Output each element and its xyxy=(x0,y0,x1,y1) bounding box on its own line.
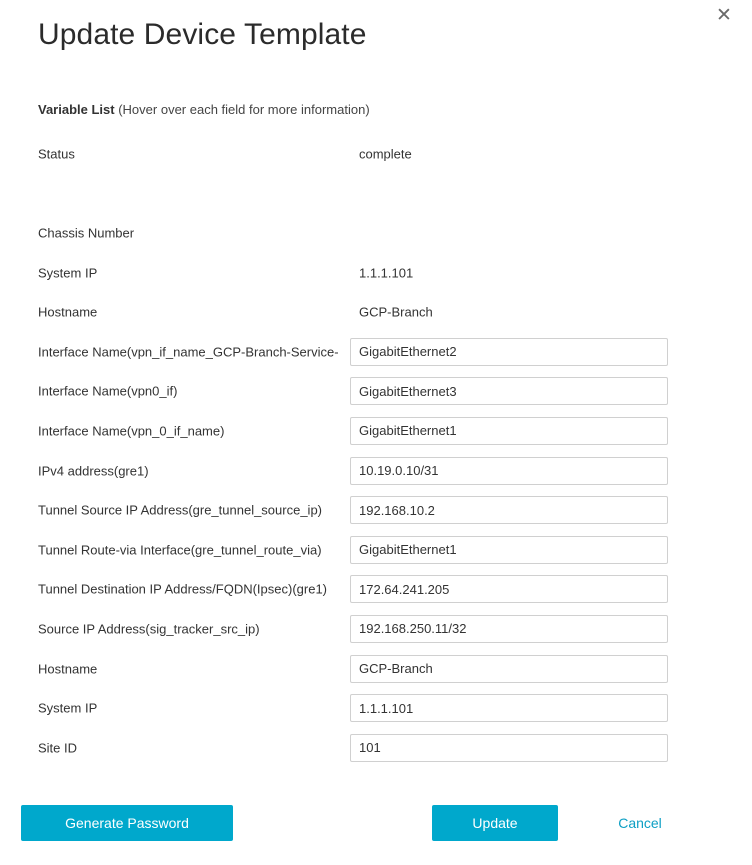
variable-list-heading xyxy=(38,102,370,117)
variable-row xyxy=(0,253,752,293)
variable-list-label: Variable List xyxy=(38,102,115,117)
variable-label: IPv4 address(gre1) xyxy=(38,463,149,479)
variable-input[interactable] xyxy=(350,417,668,445)
variable-label: Hostname xyxy=(38,304,98,320)
variable-row xyxy=(0,134,752,174)
variable-input[interactable] xyxy=(350,496,668,524)
variable-row xyxy=(0,530,752,570)
variable-input[interactable] xyxy=(350,694,668,722)
variable-label: Tunnel Destination IP Address/FQDN(Ipsec)(gre1) xyxy=(38,581,328,597)
variable-label: Chassis Number xyxy=(38,225,135,241)
variable-label: Hostname xyxy=(38,661,98,677)
variable-label: Site ID xyxy=(38,740,78,756)
variable-label: Interface Name(vpn_if_name_GCP-Branch-Service- xyxy=(38,344,339,360)
dialog-footer xyxy=(0,805,752,841)
variable-row xyxy=(0,292,752,332)
variable-row xyxy=(0,332,752,372)
variable-input[interactable] xyxy=(350,575,668,603)
variable-list-hint: (Hover over each field for more information) xyxy=(118,102,370,117)
variable-row xyxy=(0,451,752,491)
variable-row xyxy=(0,372,752,412)
variable-input[interactable] xyxy=(350,377,668,405)
variable-row xyxy=(0,649,752,689)
variable-row xyxy=(0,411,752,451)
variable-label: System IP xyxy=(38,265,98,281)
cancel-button[interactable]: Cancel xyxy=(600,805,680,841)
close-icon[interactable]: ✕ xyxy=(716,5,732,26)
variable-list xyxy=(0,134,752,768)
variable-input[interactable] xyxy=(350,536,668,564)
variable-row xyxy=(0,490,752,530)
variable-input[interactable] xyxy=(350,338,668,366)
variable-label: Status xyxy=(38,146,75,162)
variable-label: System IP xyxy=(38,700,98,716)
variable-value: 1.1.1.101 xyxy=(359,265,414,281)
variable-label: Source IP Address(sig_tracker_src_ip) xyxy=(38,621,260,637)
variable-input[interactable] xyxy=(350,655,668,683)
variable-label: Interface Name(vpn_0_if_name) xyxy=(38,423,225,439)
variable-row xyxy=(0,570,752,610)
variable-input[interactable] xyxy=(350,615,668,643)
variable-row xyxy=(0,728,752,768)
update-button[interactable]: Update xyxy=(432,805,558,841)
variable-row xyxy=(0,213,752,253)
variable-label: Tunnel Route-via Interface(gre_tunnel_route_via) xyxy=(38,542,322,558)
generate-password-button[interactable]: Generate Password xyxy=(21,805,233,841)
variable-value: GCP-Branch xyxy=(359,304,433,320)
variable-label: Tunnel Source IP Address(gre_tunnel_source_ip) xyxy=(38,502,323,518)
row-spacer xyxy=(0,174,752,214)
variable-row xyxy=(0,609,752,649)
variable-value: complete xyxy=(359,146,412,162)
variable-input[interactable] xyxy=(350,457,668,485)
page-title: Update Device Template xyxy=(38,18,367,51)
variable-label: Interface Name(vpn0_if) xyxy=(38,383,178,399)
variable-input[interactable] xyxy=(350,734,668,762)
variable-row xyxy=(0,688,752,728)
